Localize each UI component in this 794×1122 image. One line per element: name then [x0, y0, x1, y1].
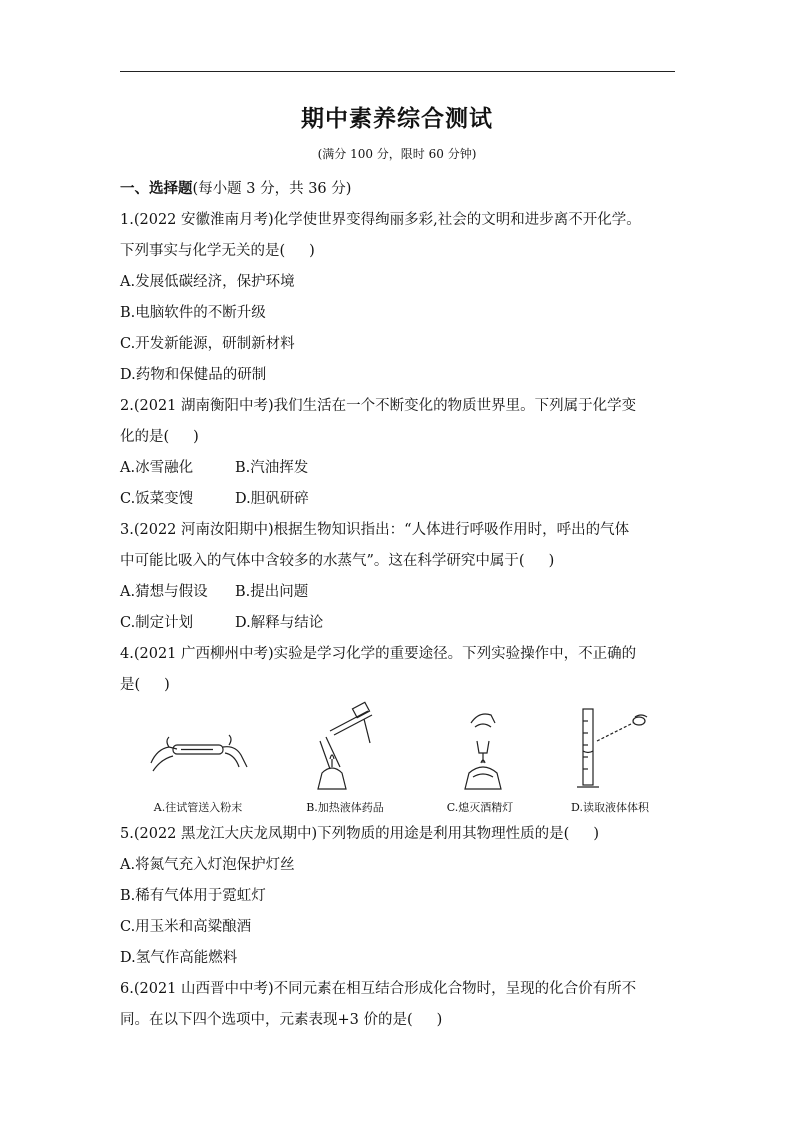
q2-options-row2 [120, 484, 680, 515]
q4-figure-a [138, 701, 258, 819]
q5-option-a: A.将氮气充入灯泡保护灯丝 [120, 857, 295, 873]
q5-stem-line1: 5.(2022 黑龙江大庆龙凤期中)下列物质的用途是利用其物理性质的是( ) [120, 826, 599, 842]
q4-figure-b-caption: B.加热液体药品 [306, 801, 384, 814]
q1-stem-line1: 1.(2022 安徽淮南月考)化学使世界变得绚丽多彩,社会的文明和进步离不开化学。 [120, 212, 641, 228]
q2-option-c: C.饭菜变馊 [120, 491, 194, 507]
q5-option-d: D.氢气作高能燃料 [120, 950, 238, 966]
graduated-cylinder-illustration [555, 701, 665, 796]
q3-stem-line1: 3.(2022 河南汝阳期中)根据生物知识指出：“人体进行呼吸作用时，呼出的气体 [120, 522, 630, 538]
q1-option-b: B.电脑软件的不断升级 [120, 305, 266, 321]
q2-option-d: D.胆矾研碎 [235, 491, 309, 507]
q4-figure-b [285, 701, 405, 819]
q6-stem-line1: 6.(2021 山西晋中中考)不同元素在相互结合形成化合物时，呈现的化合价有所不 [120, 981, 637, 997]
q4-figure-c [420, 701, 540, 819]
q3-stem-line2: 中可能比吸入的气体中含较多的水蒸气”。这在科学研究中属于( ) [120, 553, 555, 569]
q4-stem-line2: 是( ) [120, 677, 170, 693]
q3-options-row2 [120, 608, 680, 639]
q1-stem-line2: 下列事实与化学无关的是( ) [120, 243, 315, 259]
q5-option-c: C.用玉米和高粱酿酒 [120, 919, 252, 935]
alcohol-lamp-illustration [425, 701, 535, 796]
q2-stem-line1: 2.(2021 湖南衡阳中考)我们生活在一个不断变化的物质世界里。下列属于化学变 [120, 398, 637, 414]
q2-stem-line2: 化的是( ) [120, 429, 199, 445]
q4-stem-line1: 4.(2021 广西柳州中考)实验是学习化学的重要途径。下列实验操作中，不正确的 [120, 646, 637, 662]
page-title: 期中素养综合测试 [301, 106, 493, 132]
section-label: 一、选择题 [120, 181, 193, 197]
q3-option-c: C.制定计划 [120, 615, 194, 631]
q4-figure-d [550, 701, 670, 819]
q3-option-d: D.解释与结论 [235, 615, 324, 631]
page-subtitle: (满分 100 分，限时 60 分钟) [317, 147, 477, 161]
q2-option-a: A.冰雪融化 [120, 460, 194, 476]
q3-options-row1 [120, 577, 680, 608]
q4-figure-c-caption: C.熄灭酒精灯 [446, 801, 514, 814]
q2-option-b: B.汽油挥发 [235, 460, 309, 476]
q2-options-row1 [120, 453, 680, 484]
section-note: (每小题 3 分，共 36 分) [192, 181, 352, 197]
powder-test-tube-illustration [143, 701, 253, 791]
question-list [120, 174, 680, 1036]
q6-stem-line2: 同。在以下四个选项中，元素表现+3 价的是( ) [120, 1012, 443, 1028]
q3-option-b: B.提出问题 [235, 584, 309, 600]
q4-figure-row [120, 701, 680, 819]
q4-figure-a-caption: A.往试管送入粉末 [153, 801, 243, 814]
section-heading [120, 174, 680, 205]
q3-option-a: A.猜想与假设 [120, 584, 208, 600]
q1-option-c: C.开发新能源，研制新材料 [120, 336, 295, 352]
q5-option-b: B.稀有气体用于霓虹灯 [120, 888, 266, 904]
heating-liquid-illustration [290, 701, 400, 796]
q1-option-d: D.药物和保健品的研制 [120, 367, 267, 383]
q4-figure-d-caption: D.读取液体体积 [571, 801, 649, 814]
q1-option-a: A.发展低碳经济，保护环境 [120, 274, 295, 290]
top-rule [120, 71, 675, 72]
